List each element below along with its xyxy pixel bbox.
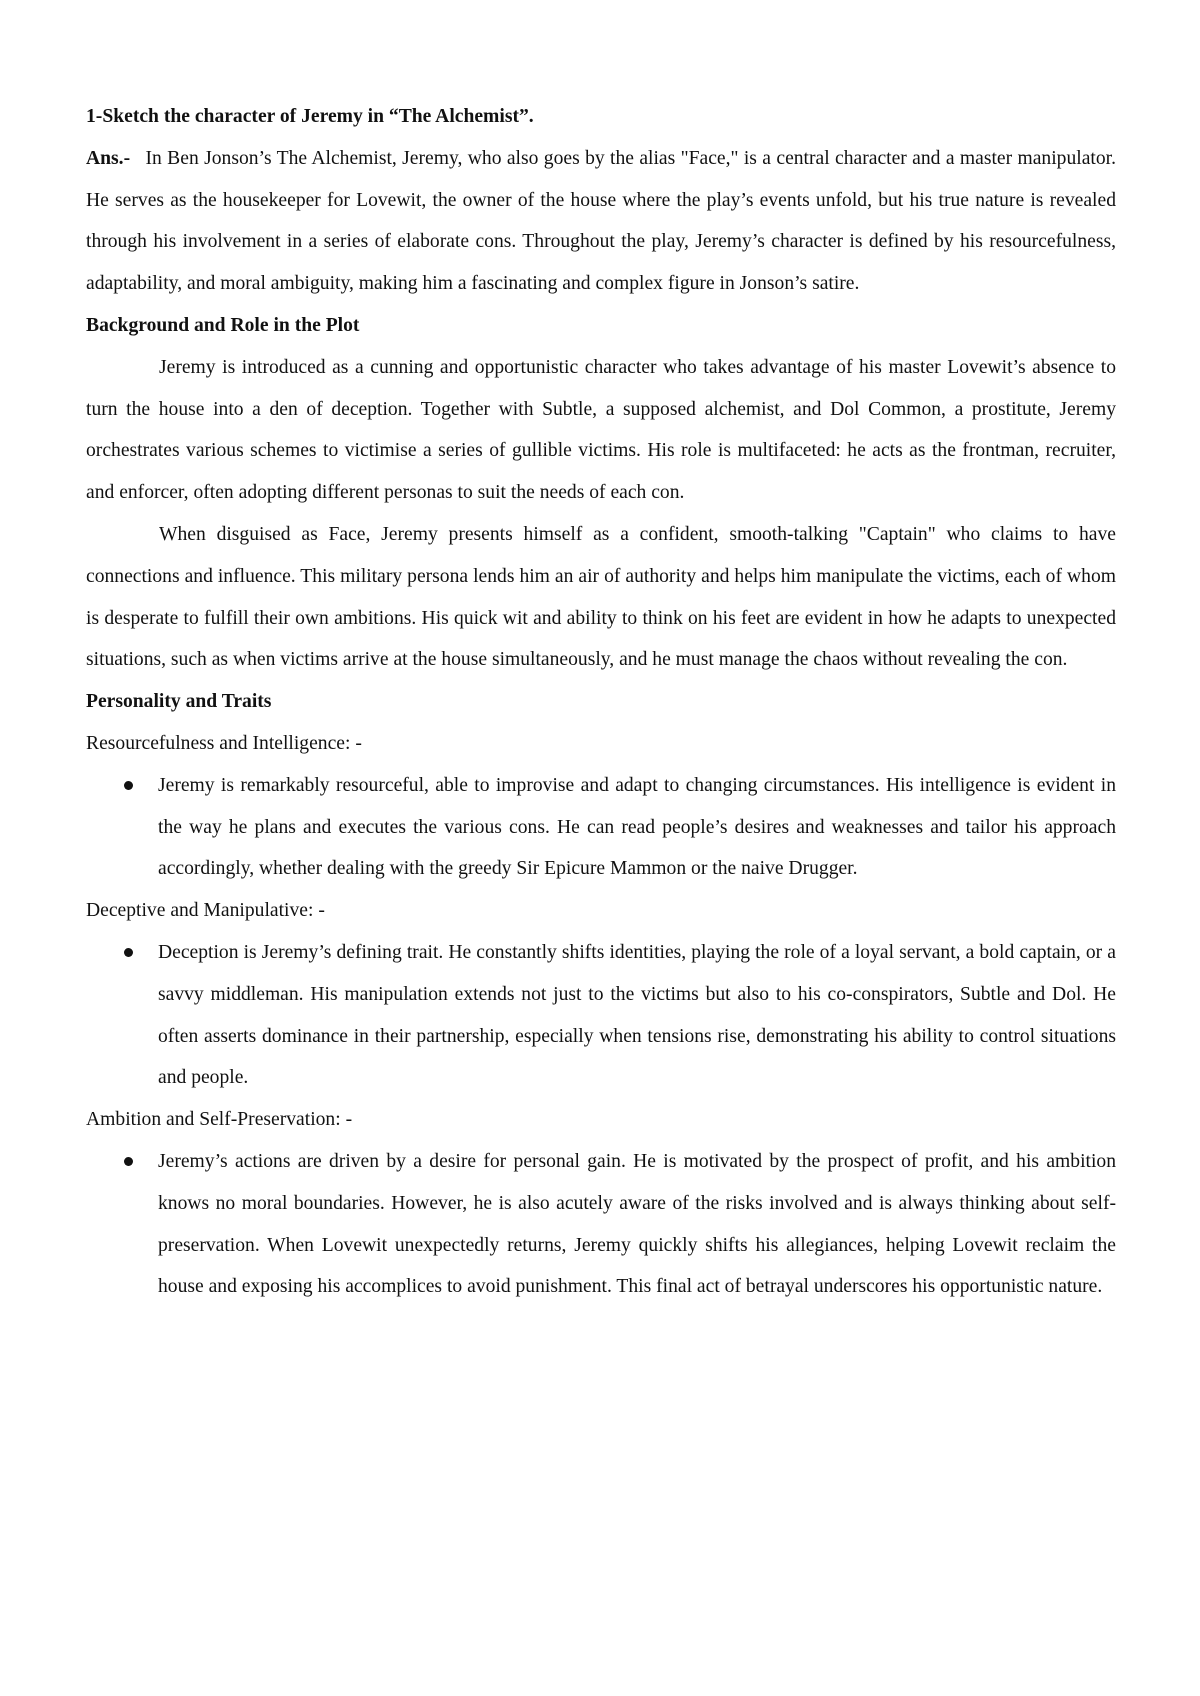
trait-bullet-text: Deception is Jeremy’s defining trait. He constantly shifts identities, playing the role of a loyal servant, a bold captain, or a savvy middleman. His manipulation extends not just to the victims but also to his co-conspirators, Subtle and Dol. He often asserts dominance in their partnership, especially when tensions rise, demonstrating his ability to control situations and people. [158,941,1116,1089]
trait-title-ambition: Ambition and Self-Preservation: - [86,1109,353,1131]
list-item [86,932,1116,1099]
background-paragraph-2: When disguised as Face, Jeremy presents himself as a confident, smooth-talking "Captain" who claims to have connections and influence. This military persona lends him an air of authority and helps him manipulate the victims, each of whom is desperate to fulfill their own ambitions. His quick wit and ability to think on his feet are evident in how he adapts to unexpected situations, such as when victims arrive at the house simultaneously, and he must manage the chaos without revealing the con. [86,523,1116,671]
bullet-icon [124,948,133,957]
document-page [86,96,1116,1308]
background-paragraph-1: Jeremy is introduced as a cunning and opportunistic character who takes advantage of his master Lovewit’s absence to turn the house into a den of deception. Together with Subtle, a supposed alchemist, and Dol Common, a prostitute, Jeremy orchestrates various schemes to victimise a series of gullible victims. His role is multifaceted: he acts as the frontman, recruiter, and enforcer, often adopting different personas to suit the needs of each con. [86,356,1116,504]
list-item [86,765,1116,890]
list-item [86,1141,1116,1308]
trait-title-deceptive: Deceptive and Manipulative: - [86,900,325,922]
section-heading-background: Background and Role in the Plot [86,314,360,336]
bullet-icon [124,1157,133,1166]
answer-text: In Ben Jonson’s The Alchemist, Jeremy, who also goes by the alias "Face," is a central character and a master manipulator. He serves as the housekeeper for Lovewit, the owner of the house where the play’s events unfold, but his true nature is revealed through his involvement in a series of elaborate cons. Throughout the play, Jeremy’s character is defined by his resourcefulness, adaptability, and moral ambiguity, making him a fascinating and complex figure in Jonson’s satire. [86,147,1116,295]
section-heading-personality: Personality and Traits [86,691,272,713]
bullet-icon [124,781,133,790]
trait-bullet-text: Jeremy is remarkably resourceful, able to improvise and adapt to changing circumstances. His intelligence is evident in the way he plans and executes the various cons. He can read people’s desires and weaknesses and tailor his approach accordingly, whether dealing with the greedy Sir Epicure Mammon or the naive Drugger. [158,774,1116,880]
question-heading: 1-Sketch the character of Jeremy in “The Alchemist”. [86,106,534,127]
answer-label: Ans.- [86,147,131,169]
trait-title-resourcefulness: Resourcefulness and Intelligence: - [86,732,362,754]
trait-bullet-text: Jeremy’s actions are driven by a desire for personal gain. He is motivated by the prospect of profit, and his ambition knows no moral boundaries. However, he is also acutely aware of the risks involved and is always thinking about self-preservation. When Lovewit unexpectedly returns, Jeremy quickly shifts his allegiances, helping Lovewit reclaim the house and exposing his accomplices to avoid punishment. This final act of betrayal underscores his opportunistic nature. [158,1150,1116,1298]
trait-list-ambition [86,1141,1116,1308]
answer-paragraph [86,138,1116,305]
trait-list-deceptive [86,932,1116,1099]
trait-list-resourcefulness [86,765,1116,890]
